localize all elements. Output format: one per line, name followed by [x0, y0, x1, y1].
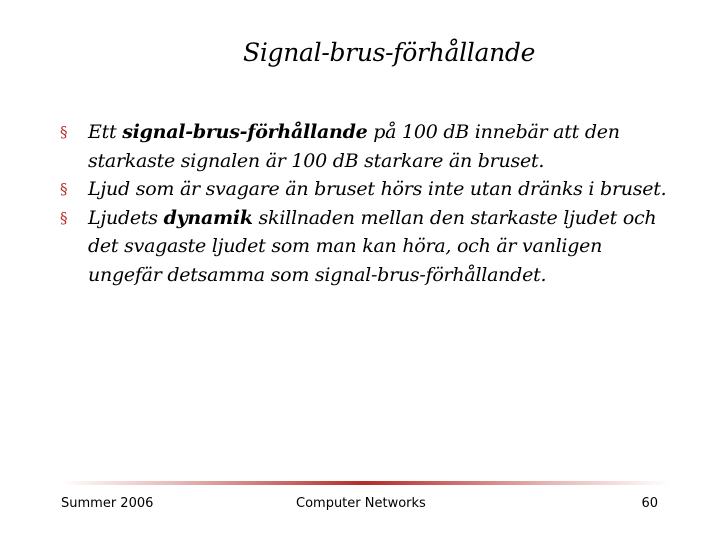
bullet-marker-icon: §: [60, 123, 68, 141]
bullet-bold-term: dynamik: [163, 206, 253, 229]
bullet-bold-term: signal-brus-förhållande: [122, 121, 368, 143]
slide-title: Signal-brus-förhållande: [243, 38, 536, 67]
bullet-item: [60, 118, 680, 175]
footer-divider: [60, 481, 670, 485]
footer-course-title: Computer Networks: [296, 496, 426, 511]
bullet-item: [60, 175, 680, 204]
bullet-marker-icon: §: [60, 180, 68, 198]
bullet-list: [60, 118, 680, 289]
bullet-text: Ljud som är svagare än bruset hörs inte utan dränks i bruset.: [88, 178, 667, 200]
footer-page-number: 60: [641, 496, 658, 511]
bullet-item: [60, 204, 680, 290]
bullet-text: Ett: [88, 121, 123, 143]
bullet-marker-icon: §: [60, 208, 68, 227]
bullet-text: på 100 dB innebär att den starkaste signalen är 100 dB starkare än bruset.: [88, 121, 620, 172]
bullet-text: Ljudets: [88, 206, 164, 229]
bullet-text: skillnaden mellan den starkaste ljudet och det svagaste ljudet som man kan höra, och är vanligen ungefär detsamma som signal-brus-förhållandet.: [88, 206, 657, 286]
footer-date: Summer 2006: [61, 496, 154, 511]
